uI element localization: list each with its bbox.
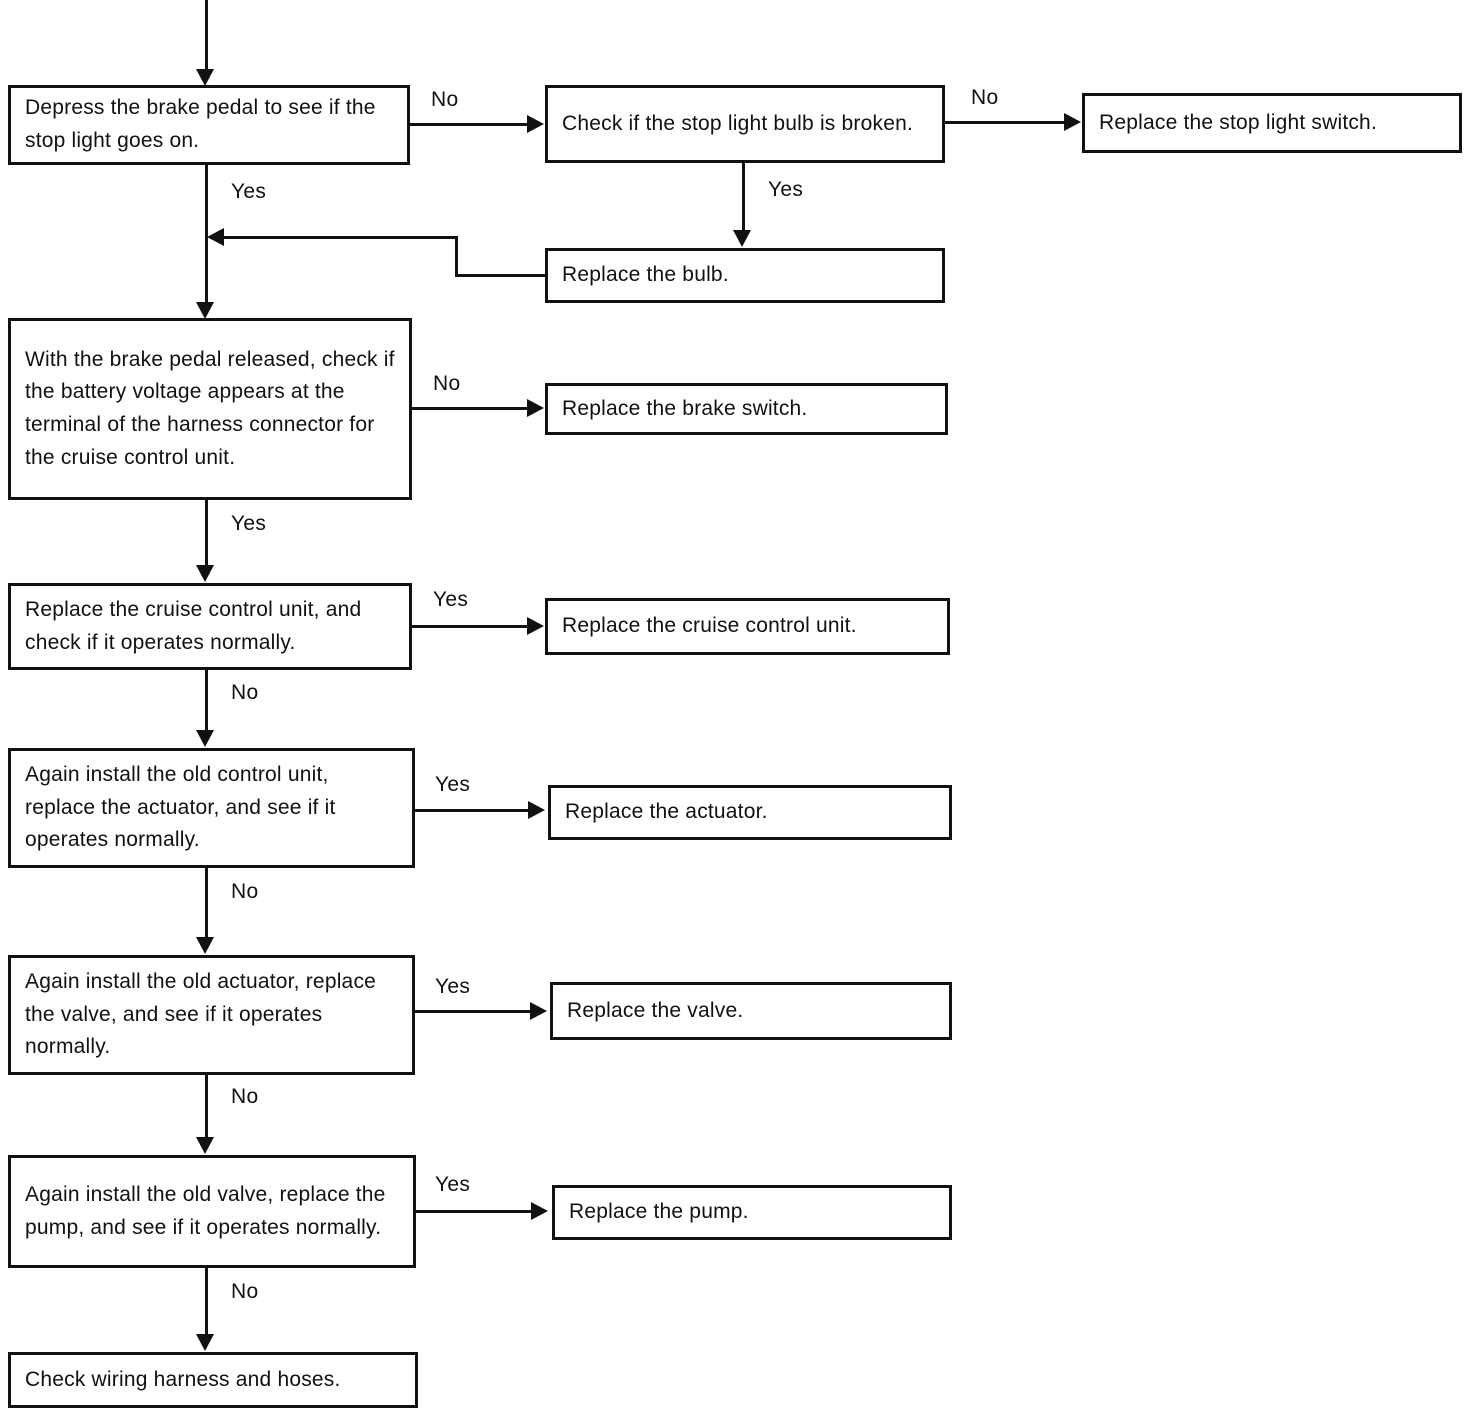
connector-yes-5 <box>416 1210 534 1213</box>
connector-yes-3 <box>415 809 531 812</box>
connector-loop-h2 <box>455 274 545 277</box>
arrowhead-yes-1 <box>733 230 751 247</box>
node-depress-brake-pedal <box>8 85 410 165</box>
label-yes-3: Yes <box>432 773 473 797</box>
connector-no-1 <box>410 123 530 126</box>
arrowhead-main-5 <box>196 1137 214 1154</box>
connector-loop-v <box>455 237 458 277</box>
node-replace-pump-text: Replace the pump. <box>569 1200 749 1224</box>
connector-loop-h1 <box>222 236 458 239</box>
node-replace-cc-unit-check-text: Replace the cruise control unit, and check if it operates normally. <box>25 597 362 654</box>
connector-main-5 <box>205 1075 208 1140</box>
connector-yes-4 <box>415 1010 533 1013</box>
node-install-old-actuator-replace-valve <box>8 955 415 1075</box>
arrowhead-main-6 <box>196 1334 214 1351</box>
node-check-wiring-harness <box>8 1352 418 1408</box>
node-replace-bulb-text: Replace the bulb. <box>562 263 729 287</box>
label-no-main-3: No <box>228 1085 261 1109</box>
connector-yes-1 <box>742 163 745 233</box>
connector-yes-2 <box>412 625 530 628</box>
label-no-main-1: No <box>228 681 261 705</box>
node-replace-cc-unit <box>545 598 950 655</box>
label-yes-main-1: Yes <box>228 180 269 204</box>
connector-main-3 <box>205 670 208 733</box>
node-replace-actuator-text: Replace the actuator. <box>565 800 768 824</box>
node-replace-bulb <box>545 248 945 303</box>
node-replace-cc-unit-text: Replace the cruise control unit. <box>562 614 857 638</box>
node-check-stop-light-bulb <box>545 85 945 163</box>
node-replace-stop-light-switch <box>1082 93 1462 153</box>
arrowhead-main-4 <box>196 937 214 954</box>
node-replace-valve <box>550 982 952 1040</box>
node-install-old-valve-replace-pump-text: Again install the old valve, replace the pump, and see if it operates normally. <box>25 1182 386 1239</box>
label-no-2: No <box>968 86 1001 110</box>
label-yes-2: Yes <box>430 588 471 612</box>
connector-no-3 <box>412 407 530 410</box>
node-install-old-valve-replace-pump <box>8 1155 416 1268</box>
arrowhead-yes-2 <box>527 617 544 635</box>
connector-main-4 <box>205 868 208 940</box>
arrowhead-no-3 <box>527 399 544 417</box>
node-replace-pump <box>552 1185 952 1240</box>
node-depress-brake-pedal-text: Depress the brake pedal to see if the stop light goes on. <box>25 96 376 152</box>
node-replace-brake-switch <box>545 383 948 435</box>
arrowhead-entry <box>196 69 214 86</box>
label-yes-1: Yes <box>765 178 806 202</box>
node-replace-actuator <box>548 785 952 840</box>
node-check-stop-light-bulb-text: Check if the stop light bulb is broken. <box>562 111 913 135</box>
node-check-wiring-harness-text: Check wiring harness and hoses. <box>25 1367 341 1391</box>
arrowhead-main-3 <box>196 730 214 747</box>
node-replace-brake-switch-text: Replace the brake switch. <box>562 396 808 420</box>
node-install-old-unit-replace-actuator <box>8 748 415 868</box>
connector-main-1 <box>205 165 208 305</box>
label-yes-5: Yes <box>432 1173 473 1197</box>
connector-main-6 <box>205 1268 208 1337</box>
node-replace-cc-unit-check <box>8 583 412 670</box>
node-check-battery-voltage-text: With the brake pedal released, check if the battery voltage appears at the terminal of the harness connector for the cruise control unit. <box>25 347 395 469</box>
node-check-battery-voltage <box>8 318 412 500</box>
arrowhead-no-2 <box>1064 113 1081 131</box>
node-replace-stop-light-switch-text: Replace the stop light switch. <box>1099 110 1377 134</box>
label-no-3: No <box>430 372 463 396</box>
arrowhead-main-1 <box>196 302 214 319</box>
node-replace-valve-text: Replace the valve. <box>567 998 744 1022</box>
connector-entry <box>205 0 208 72</box>
node-install-old-unit-replace-actuator-text: Again install the old control unit, replace the actuator, and see if it operates normally. <box>25 763 336 852</box>
arrowhead-yes-4 <box>530 1002 547 1020</box>
arrowhead-yes-3 <box>528 801 545 819</box>
label-yes-4: Yes <box>432 975 473 999</box>
arrowhead-main-2 <box>196 565 214 582</box>
arrowhead-yes-5 <box>531 1202 548 1220</box>
label-no-main-2: No <box>228 880 261 904</box>
arrowhead-loop <box>207 228 224 246</box>
arrowhead-no-1 <box>527 115 544 133</box>
label-no-main-4: No <box>228 1280 261 1304</box>
connector-main-2 <box>205 500 208 568</box>
node-install-old-actuator-replace-valve-text: Again install the old actuator, replace the valve, and see if it operates normally. <box>25 970 377 1059</box>
connector-no-2 <box>945 121 1067 124</box>
label-yes-main-2: Yes <box>228 512 269 536</box>
label-no-1: No <box>428 88 461 112</box>
